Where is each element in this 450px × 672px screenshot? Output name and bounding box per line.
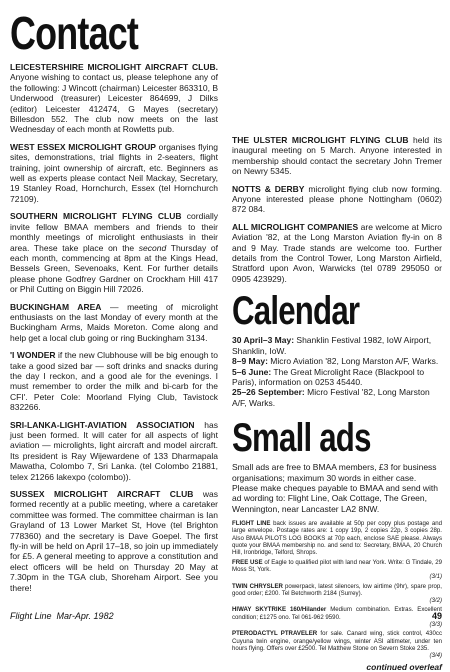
small-ad: FLIGHT LINE back issues are available at 50p per copy plus postage and large envelope. Postage rates are: 1 copy 19p, 2 copies 22p, 3 copies 28p. Also BMAA PILOTS LOG BOOKS at 70p each, enclose SAE please. Always quote your BMAA membership no. and send to: Secretary, BMAA, 20 Church Hill, Ironbridge, Telford, Shrops. (232, 520, 442, 557)
small-ad: PTERODACTYL PTRAVELER for sale. Canard wing, stick control, 430cc Cuyuna twin engine, orange/yellow wings, winter ASI altimeter, under ten hours flying. Offers over £2500. Tel Matthew Stone on Severn Stoke 235. (3/4) (232, 630, 442, 660)
calendar-entry: 8–9 May: Micro Aviation '82, Long Marston A/F, Warks. (232, 356, 439, 367)
page-number: 49 (431, 611, 442, 621)
contact-item: LEICESTERSHIRE MICROLIGHT AIRCRAFT CLUB. Anyone wishing to contact us, please telephone any of the following: J Wincott (chairman) Leicester 863310, B Underwood (treasurer) Leicester 864699, J Dilks (editor) Leicester 412474, G Mayes (secretary) Billesdon 552. The club now meets on the last Wednesday of each month at Rowletts pub. (10, 62, 218, 135)
contact-item: THE ULSTER MICROLIGHT FLYING CLUB held its inaugural meeting on 5 March. Anyone interested in membership should contact the secretary John Tremer on Newry 5345. (232, 135, 443, 177)
small-ads-intro: Small ads are free to BMAA members, £3 for business organisations; maximum 30 words in either case. Please make cheques payable to BMAA and send with ad wording to: Flight Line, Oak Cottage, The Green, Wennington, near Lancaster LA2 8NW. (232, 462, 439, 514)
contact-item: SRI-LANKA-LIGHT-AVIATION ASSOCIATION has just been formed. It will cater for all aspects of light aviation — microlights, light aircraft and model aircraft. Its president is Ray Wijewardene of 133 Dharmapala Mawatha, Colombo 7, Sri Lanka. (tel Colombo 21881, telex 21266 lakexpo (colombo)). (10, 419, 218, 482)
contact-item: SOUTHERN MICROLIGHT FLYING CLUB cordially invite fellow BMAA members and friends to their monthly meetings of microlight enthusiasts in their area. These take place on the second Thursday of each month, commencing at 8pm at the Kings Head, Bessels Green, Sevenoaks, Kent. For further details please phone Godfrey Gardner on Crockham Hill 417 or Phil Cutting on Biggin Hill 72026. (10, 211, 218, 295)
small-ad: HIWAY SKYTRIKE 160/Hilander Medium combination. Extras. Excellent condition; £1275 ono. Tel 061-962 9590. (3/3) (232, 606, 442, 629)
contact-item: 'I WONDER if the new Clubhouse will be big enough to take a good sized bar — soft drinks and snacks during the day I reckon, and a good ale for the evenings. I must remember to order the milk and bi-carb for the CFI'. Peter Cole: Moorland Flying Club, Tavistock 832266. (10, 350, 219, 413)
calendar-entry: 5–6 June: The Great Microlight Race (Blackpool to Paris), information on 0253 45440. (232, 366, 425, 387)
contact-item: BUCKINGHAM AREA — meeting of microlight enthusiasts on the last Monday of every month at the Buckingham Arms, Maids Moreton. Come along and help get a local club going or ring Buckingham 3134. (10, 301, 219, 343)
contact-item-continued: SUSSEX MICROLIGHT AIRCRAFT CLUB was formed recently at a public meeting, where a caretaker committee was formed. The committee chairman is Ian Grayland of 13 Lower Market St, Hove (tel Brighton 778360) and the secretary is Dave Goepel. The first fly-in will be held on April 17–18, so join up immediately for £5. A general meeting to approve a constitution and elect officers will be held on Thursday 20 May at 7.30pm in the TGA club, Shoreham Airport. See you there! (10, 489, 218, 593)
issue-date: Mar-Apr. 1982 (56, 611, 114, 621)
small-ads-heading: Small ads (232, 416, 371, 461)
calendar-heading: Calendar (232, 289, 360, 334)
page-footer (10, 611, 442, 621)
contact-item: ALL MICROLIGHT COMPANIES are welcome at Micro Aviation '82, at the Long Marston Aviation fly-in on 8 and 9 May. Trade stands are welcome too. Further details from the Control Tower, Long Marston Airfield, Stratford upon Avon, Warwicks (tel 0789 295050 or 0905 423929). (232, 221, 443, 284)
small-ad: FREE USE of Eagle to qualified pilot with land near York. Write: G Tindale, 29 Moss St, York. (3/1) (232, 558, 442, 581)
publication-name: Flight Line (10, 611, 52, 621)
contact-item: NOTTS & DERBY microlight flying club now forming. Anyone interested please phone Nottingham (0602) 872 084. (232, 183, 442, 215)
right-column (232, 0, 442, 672)
small-ad: TWIN CHRYSLER powerpack, latest silencers, low airtime (9hr), spare prop, good order; £200. Tel Betchworth 2184 (Surrey). (3/2) (232, 582, 442, 605)
continued-overleaf-note: continued overleaf (366, 661, 442, 672)
calendar-entry: 25–26 September: Micro Festival '82, Long Marston A/F, Warks. (232, 387, 430, 408)
contact-heading: Contact (10, 7, 139, 59)
column-continuation-spacer (232, 0, 442, 135)
calendar-entry: 30 April–3 May: Shanklin Festival 1982, IoW Airport, Shanklin, IoW. (232, 335, 432, 356)
left-column (10, 0, 218, 600)
contact-item: WEST ESSEX MICROLIGHT GROUP organises flying sites, demonstrations, trial flights in 2-seaters, flight training, joint ownership of aircraft, etc. Beginners as well as experts please contact Neil Mackay, Secretary, 19 Stanley Road, Hornchurch, Essex (tel Hornchurch 72109). (10, 141, 219, 204)
